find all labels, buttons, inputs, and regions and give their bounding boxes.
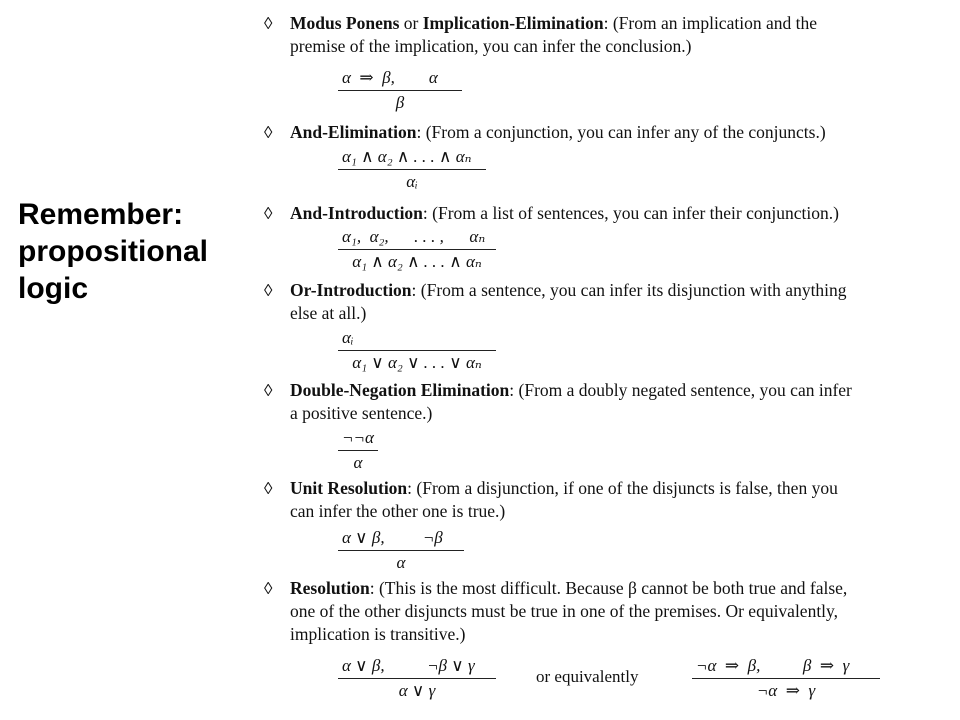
rule-unit-resolution bbox=[264, 477, 934, 523]
inference-and-introduction bbox=[338, 227, 496, 272]
rule-description-line-1: (From a sentence, you can infer its disjunction with anything bbox=[420, 280, 847, 300]
rule-description-line-2: else at all.) bbox=[290, 303, 367, 323]
rule-description-line-2: a positive sentence.) bbox=[290, 403, 433, 423]
rule-name: Modus Ponens bbox=[290, 13, 400, 33]
premise: α₁, α₂, . . . , αₙ bbox=[338, 227, 496, 250]
rule-colon: : bbox=[603, 13, 609, 33]
diamond-icon: ◊ bbox=[264, 381, 273, 400]
inference-modus-ponens bbox=[338, 68, 462, 113]
rule-or-introduction bbox=[264, 279, 934, 325]
side-title-line-1: Remember: bbox=[18, 198, 184, 231]
premise: α₁ ∧ α₂ ∧ . . . ∧ αₙ bbox=[338, 147, 486, 170]
rule-colon: : bbox=[416, 122, 422, 142]
rule-description-line-1: (From a doubly negated sentence, you can infer bbox=[518, 380, 852, 400]
rule-description-line-1: (From a disjunction, if one of the disjuncts is false, then you bbox=[416, 478, 838, 498]
rule-description-line-1: (From a conjunction, you can infer any of the conjuncts.) bbox=[425, 122, 826, 142]
rule-and-elimination bbox=[264, 121, 934, 144]
conclusion: β bbox=[395, 93, 405, 112]
conclusion: αᵢ bbox=[406, 172, 418, 191]
rule-name: Resolution bbox=[290, 578, 370, 598]
rule-name: And-Introduction bbox=[290, 203, 423, 223]
side-title bbox=[18, 196, 258, 307]
inference-unit-resolution bbox=[338, 528, 464, 573]
rule-and-introduction bbox=[264, 202, 934, 225]
or-equivalently-text: or equivalently bbox=[536, 667, 639, 686]
rule-colon: : bbox=[411, 280, 417, 300]
rule-description-line-3: implication is transitive.) bbox=[290, 624, 466, 644]
rule-colon: : bbox=[422, 203, 428, 223]
diamond-icon: ◊ bbox=[264, 579, 273, 598]
premise: α ∨ β, ¬β ∨ γ bbox=[338, 656, 496, 679]
conclusion: α bbox=[353, 453, 363, 472]
conclusion: ¬α ⇒ γ bbox=[756, 681, 816, 700]
rule-description-line-2: one of the other disjuncts must be true in one of the premises. Or equivalently, bbox=[290, 601, 839, 621]
rule-name: Unit Resolution bbox=[290, 478, 408, 498]
inference-or-introduction bbox=[338, 328, 496, 373]
rule-description-line-1: (From an implication and the bbox=[612, 13, 817, 33]
rule-colon: : bbox=[509, 380, 515, 400]
rule-name-alt: Implication-Elimination bbox=[422, 13, 604, 33]
diamond-icon: ◊ bbox=[264, 479, 273, 498]
rule-description-line-2: premise of the implication, you can infer the conclusion.) bbox=[290, 36, 692, 56]
rule-colon: : bbox=[369, 578, 375, 598]
rule-name: Double-Negation Elimination bbox=[290, 380, 510, 400]
rule-name: And-Elimination bbox=[290, 122, 417, 142]
rule-double-negation-elimination bbox=[264, 379, 934, 425]
rule-modus-ponens bbox=[264, 12, 934, 58]
premise: ¬α ⇒ β, β ⇒ γ bbox=[692, 656, 880, 679]
premise: αᵢ bbox=[338, 328, 496, 351]
conclusion: α ∨ γ bbox=[398, 681, 436, 700]
conclusion: α₁ ∧ α₂ ∧ . . . ∧ αₙ bbox=[352, 252, 482, 271]
rule-connector: or bbox=[403, 13, 419, 33]
premise: ¬¬α bbox=[338, 428, 378, 451]
conclusion: α bbox=[396, 553, 406, 572]
side-title-line-3: logic bbox=[18, 272, 89, 305]
diamond-icon: ◊ bbox=[264, 123, 273, 142]
premise: α ⇒ β, α bbox=[338, 68, 462, 91]
premise: α ∨ β, ¬β bbox=[338, 528, 464, 551]
rule-description-line-1: (From a list of sentences, you can infer their conjunction.) bbox=[432, 203, 839, 223]
conclusion: α₁ ∨ α₂ ∨ . . . ∨ αₙ bbox=[352, 353, 482, 372]
inference-and-elimination bbox=[338, 147, 486, 192]
diamond-icon: ◊ bbox=[264, 281, 273, 300]
rule-name: Or-Introduction bbox=[290, 280, 412, 300]
inference-resolution bbox=[338, 656, 496, 701]
rule-resolution bbox=[264, 577, 934, 646]
diamond-icon: ◊ bbox=[264, 14, 273, 33]
rule-colon: : bbox=[407, 478, 413, 498]
rule-description-line-2: can infer the other one is true.) bbox=[290, 501, 506, 521]
inference-resolution-equivalent bbox=[692, 656, 880, 701]
rule-description-line-1: (This is the most difficult. Because β cannot be both true and false, bbox=[378, 578, 848, 598]
side-title-line-2: propositional bbox=[18, 235, 208, 268]
inference-double-negation bbox=[338, 428, 378, 473]
diamond-icon: ◊ bbox=[264, 204, 273, 223]
